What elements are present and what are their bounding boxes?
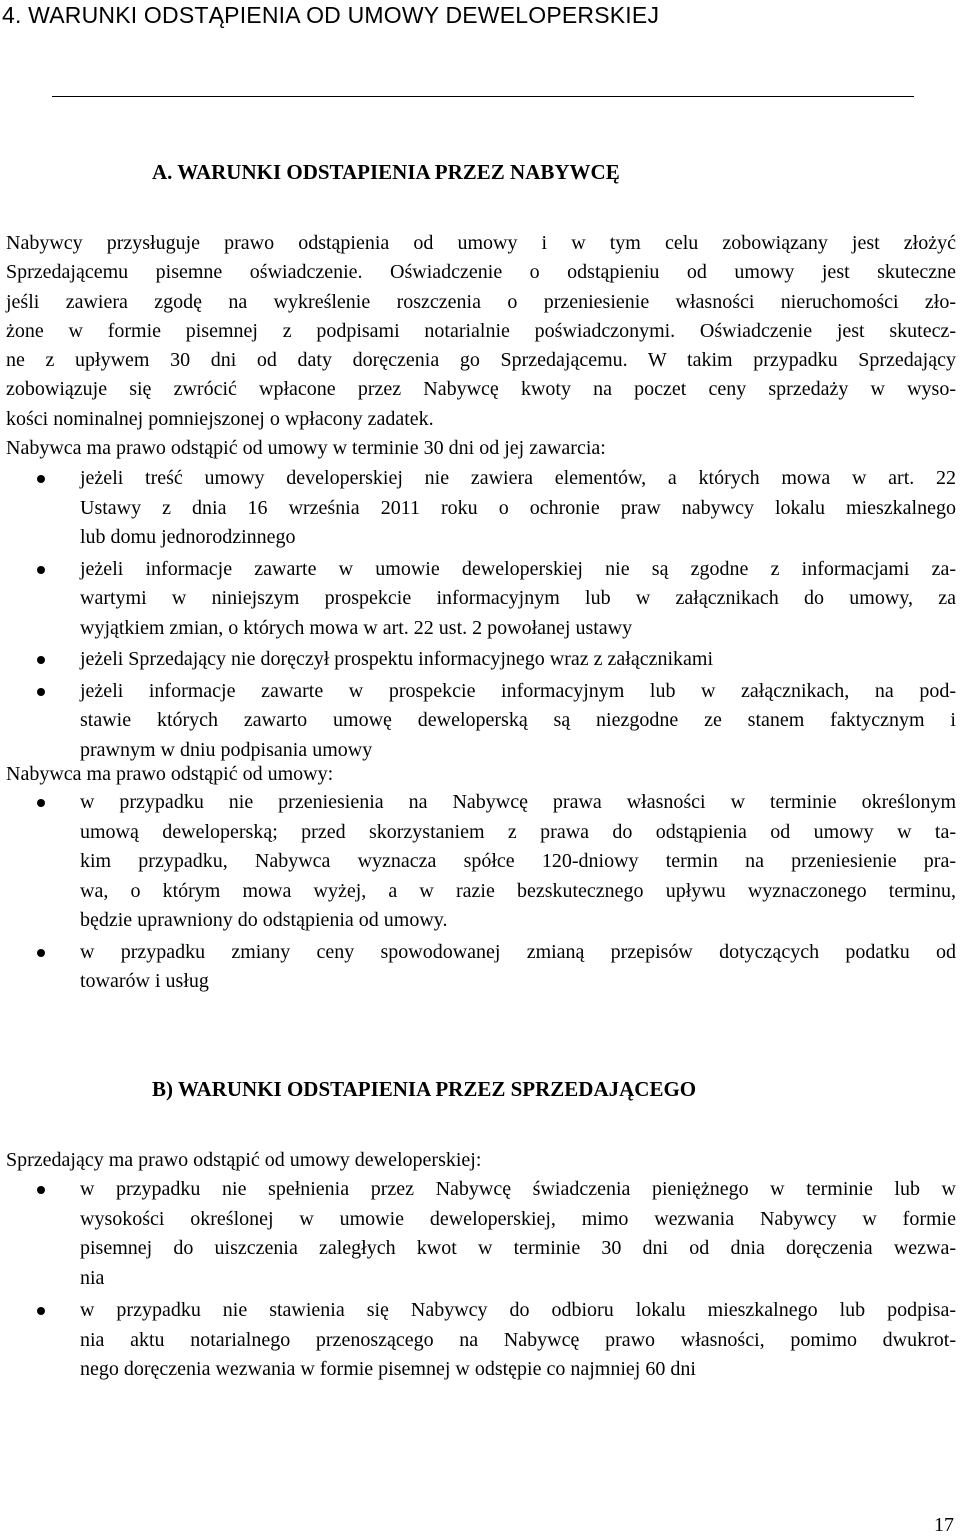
seller-withdrawal-list <box>0 1175 960 1385</box>
list-item-line: wyjątkiem zmian, o których mowa w art. 22 ust. 2 powołanej ustawy <box>80 616 633 639</box>
list-item-line: nia <box>80 1266 105 1289</box>
paragraph-line: Nabywcy przysługuje prawo odstąpienia od umowy i w tym celu zobowiązany jest złożyć <box>6 232 956 254</box>
list-item-line: jeżeli informacje zawarte w prospekcie informacyjnym lub w załącznikach, na pod- <box>80 679 956 702</box>
list-item-line: towarów i usług <box>80 970 209 992</box>
paragraph-line: jeśli zawiera zgodę na wykreślenie roszczenia o przeniesienie własności nieruchomości zło- <box>6 290 956 313</box>
withdrawal-general-list <box>0 788 960 997</box>
list-item-line: nia aktu notarialnego przenoszącego na Nabywcę prawo własności, pomimo dwukrot- <box>80 1328 956 1351</box>
list-item <box>0 938 956 997</box>
bullet-icon <box>37 656 45 664</box>
list-item-line: jeżeli Sprzedający nie doręczył prospektu informacyjnego wraz z załącznikami <box>80 648 714 670</box>
list-item-text <box>80 1296 956 1385</box>
withdrawal-general-lead: Nabywca ma prawo odstąpić od umowy: <box>6 763 334 785</box>
section-b-title: B) WARUNKI ODSTAPIENIA PRZEZ SPRZEDAJĄCEGO <box>152 1077 697 1101</box>
list-item-text <box>80 555 956 644</box>
heading-underline-rule <box>52 96 914 97</box>
list-item <box>0 788 956 936</box>
bullet-icon <box>37 475 45 483</box>
paragraph-line: zobowiązuje się zwrócić wpłacone przez Nabywcę kwoty na poczet ceny sprzedaży w wyso- <box>6 378 956 401</box>
list-item-line: będzie uprawniony do odstąpienia od umowy. <box>80 909 448 931</box>
list-item-line: Ustawy z dnia 16 września 2011 roku o ochronie praw nabywcy lokalu mieszkalnego <box>80 496 956 519</box>
list-item-line: jeżeli treść umowy developerskiej nie zawiera elementów, a których mowa w art. 22 <box>80 467 956 489</box>
list-item <box>0 677 956 766</box>
paragraph-line: ne z upływem 30 dni od daty doręczenia go Sprzedającemu. W takim przypadku Sprzedający <box>6 349 956 372</box>
list-item-line: w przypadku zmiany ceny spowodowanej zmianą przepisów dotyczących podatku od <box>80 940 956 963</box>
paragraph-line: kości nominalnej pomniejszonej o wpłacony zadatek. <box>6 407 434 430</box>
list-item-line: w przypadku nie stawienia się Nabywcy do odbioru lokalu mieszkalnego lub podpisa- <box>80 1299 956 1321</box>
list-item-line: nego doręczenia wezwania w formie pisemnej w odstępie co najmniej 60 dni <box>80 1358 696 1380</box>
bullet-icon <box>37 799 45 807</box>
list-item-line: umową deweloperską; przed skorzystaniem z prawa do odstąpienia od umowy w ta- <box>80 820 956 843</box>
list-item-line: wartymi w niniejszym prospekcie informacyjnym lub w załącznikach do umowy, za <box>80 587 956 609</box>
list-item-line: pisemnej do uiszczenia zaległych kwot w terminie 30 dni od dnia doręczenia wezwa- <box>80 1237 956 1259</box>
list-item-text <box>80 464 956 553</box>
list-item-text <box>80 938 956 997</box>
bullet-icon <box>37 1307 45 1315</box>
list-item-line: kim przypadku, Nabywca wyznacza spółce 120-dniowy termin na przeniesienie pra- <box>80 850 956 872</box>
seller-withdrawal-lead: Sprzedający ma prawo odstąpić od umowy deweloperskiej: <box>6 1149 482 1171</box>
list-item-text <box>80 677 956 766</box>
list-item-line: wysokości określonej w umowie deweloperskiej, mimo wezwania Nabywcy w formie <box>80 1207 956 1230</box>
bullet-icon <box>37 949 45 957</box>
list-item-line: w przypadku nie przeniesienia na Nabywcę prawa własności w terminie określonym <box>80 791 956 813</box>
list-item <box>0 645 956 675</box>
list-item <box>0 464 956 553</box>
list-item-line: w przypadku nie spełnienia przez Nabywcę świadczenia pieniężnego w terminie lub w <box>80 1178 956 1200</box>
list-item <box>0 1296 956 1385</box>
chapter-heading: 4. WARUNKI ODSTĄPIENIA OD UMOWY DEWELOPERSKIEJ <box>2 2 660 28</box>
bullet-icon <box>37 1186 45 1194</box>
list-item-text <box>80 1175 956 1293</box>
section-a-title: A. WARUNKI ODSTAPIENIA PRZEZ NABYWCĘ <box>152 160 620 184</box>
list-item <box>0 1175 956 1293</box>
list-item-line: jeżeli informacje zawarte w umowie deweloperskiej nie są zgodne z informacjami za- <box>80 557 956 580</box>
list-item-line: lub domu jednorodzinnego <box>80 526 296 548</box>
bullet-icon <box>37 566 45 574</box>
list-item-line: wa, o którym mowa wyżej, a w razie bezskutecznego upływu wyznaczonego terminu, <box>80 879 956 902</box>
list-item-line: stawie których zawarto umowę deweloperską są niezgodne ze stanem faktycznym i <box>80 709 956 731</box>
withdrawal-30-days-lead: Nabywca ma prawo odstąpić od umowy w terminie 30 dni od jej zawarcia: <box>6 437 606 459</box>
paragraph-line: żone w formie pisemnej z podpisami notarialnie poświadczonymi. Oświadczenie jest skutecz- <box>6 319 956 342</box>
section-a-intro-paragraph <box>6 229 956 434</box>
withdrawal-30-days-list <box>0 464 960 765</box>
list-item-text <box>80 788 956 936</box>
list-item <box>0 555 956 644</box>
list-item-line: prawnym w dniu podpisania umowy <box>80 738 373 761</box>
list-item-text <box>80 645 956 675</box>
page-number: 17 <box>934 1514 954 1536</box>
bullet-icon <box>37 688 45 696</box>
paragraph-line: Sprzedającemu pisemne oświadczenie. Oświadczenie o odstąpieniu od umowy jest skuteczne <box>6 261 956 284</box>
